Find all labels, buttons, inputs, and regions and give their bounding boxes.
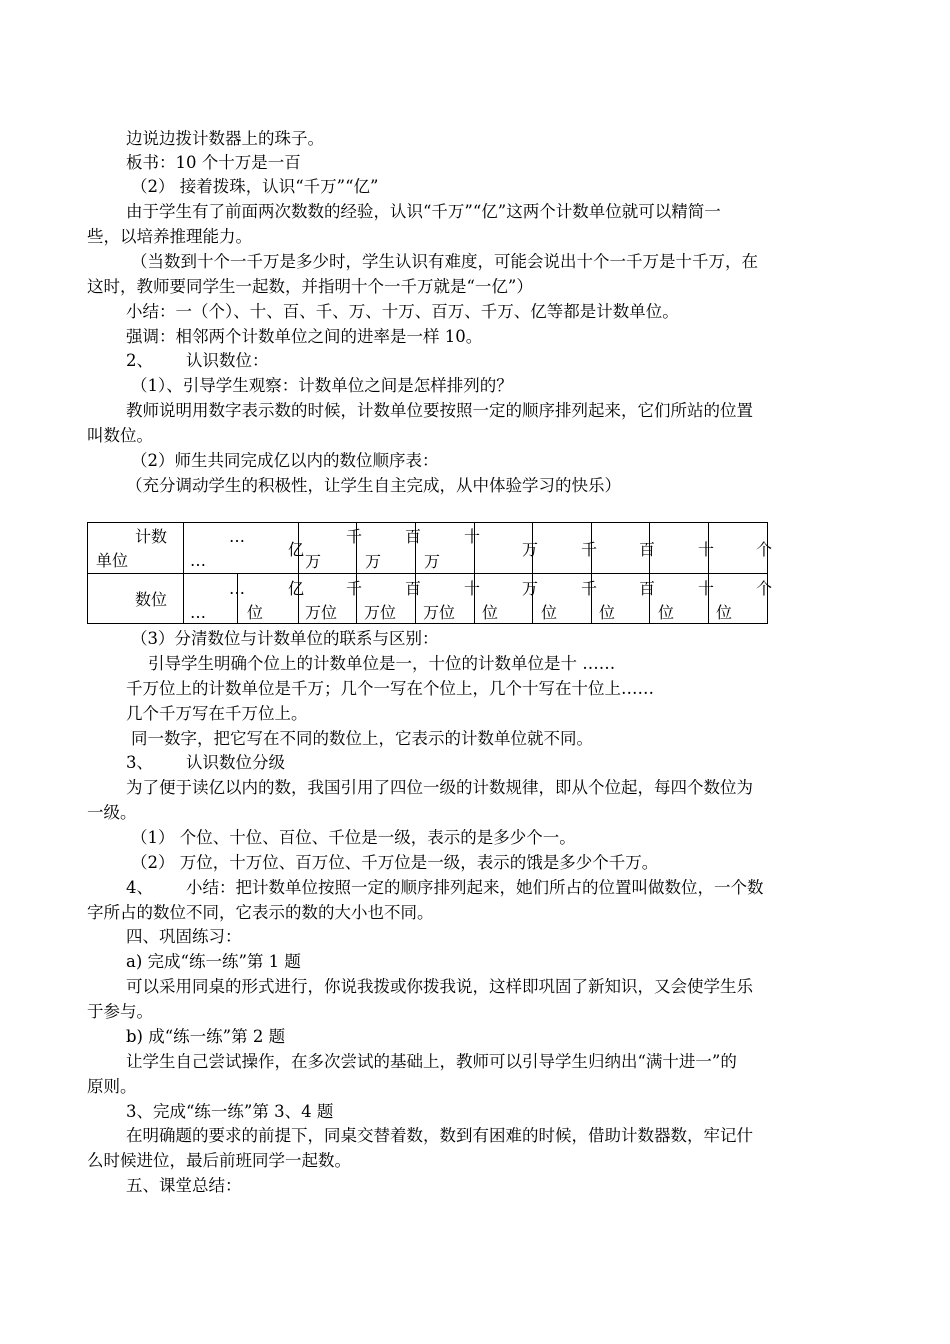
text-line: 为了便于读亿以内的数，我国引用了四位一级的计数规律，即从个位起，每四个数位为 [126, 778, 753, 797]
table-cell: … [229, 579, 245, 598]
table-cell: 万位 [423, 603, 456, 622]
table-cell: 千 [581, 579, 598, 598]
table-cell: 十 [464, 579, 481, 598]
text-line: （充分调动学生的积极性，让学生自主完成，从中体验学习的快乐） [126, 476, 621, 495]
section-number: 3、 [126, 753, 153, 772]
text-line: 板书：10 个十万是一百 [126, 153, 301, 172]
table-cell: 百 [639, 540, 656, 559]
text-line: （2）师生共同完成亿以内的数位顺序表： [131, 451, 439, 470]
text-line: （2） 万位，十万位、百万位、千万位是一级，表示的饿是多少个千万。 [131, 853, 659, 872]
text-line: 么时候进位，最后前班同学一起数。 [87, 1151, 351, 1170]
text-line: 一级。 [87, 803, 137, 822]
table-cell: 千 [346, 579, 363, 598]
text-line: b) 成“练一练”第 2 题 [126, 1027, 286, 1046]
table-cell: 位 [599, 603, 616, 622]
text-line: （1） 个位、十位、百位、千位是一级，表示的是多少个一。 [131, 828, 576, 847]
section-number: 4、 [126, 878, 153, 897]
text-line: 这时，教师要同学生一起数，并指明十个一千万就是“一亿”） [87, 277, 533, 296]
text-line: 小结：一（个）、十、百、千、万、十万、百万、千万、亿等都是计数单位。 [126, 302, 679, 321]
table-cell: 万 [522, 579, 539, 598]
table-cell: 个 [756, 540, 773, 559]
table-cell: 万 [365, 552, 382, 571]
place-value-table [87, 522, 773, 624]
table-cell: 万 [305, 552, 322, 571]
text-line: 教师说明用数字表示数的时候，计数单位要按照一定的顺序排列起来，它们所站的位置 [126, 401, 753, 420]
table-header-cell: 计数 [135, 527, 168, 546]
text-line: 原则。 [87, 1077, 137, 1096]
text-line: a) 完成“练一练”第 1 题 [126, 952, 301, 971]
table-cell: 位 [482, 603, 499, 622]
text-line: 引导学生明确个位上的计数单位是一，十位的计数单位是十 …… [148, 654, 616, 673]
table-cell: 万 [522, 540, 539, 559]
text-line: 几个千万写在千万位上。 [126, 704, 308, 723]
section-heading: 五、课堂总结： [126, 1176, 242, 1195]
text-line: （当数到十个一千万是多少时，学生认识有难度，可能会说出十个一千万是十千万，在 [131, 252, 758, 271]
table-cell: 千 [581, 540, 598, 559]
table-cell: 位 [658, 603, 675, 622]
table-cell: 百 [405, 579, 422, 598]
section-heading: 认识数位： [186, 351, 269, 370]
text-line: 在明确题的要求的前提下，同桌交替着数，数到有困难的时候，借助计数器数，牢记什 [126, 1126, 753, 1145]
text-line: 可以采用同桌的形式进行，你说我拨或你拨我说，这样即巩固了新知识，又会使学生乐 [126, 977, 753, 996]
table-cell: … [190, 603, 206, 622]
text-line: 些，以培养推理能力。 [87, 227, 252, 246]
table-cell: … [229, 527, 245, 546]
text-line: 千万位上的计数单位是千万；几个一写在个位上，几个十写在十位上…… [126, 679, 654, 698]
table-header-cell: 单位 [96, 551, 129, 570]
table-cell: 万位 [364, 603, 397, 622]
text-line: 叫数位。 [87, 426, 153, 445]
text-line: 同一数字，把它写在不同的数位上，它表示的计数单位就不同。 [131, 729, 593, 748]
text-line: 强调：相邻两个计数单位之间的进率是一样 10。 [126, 327, 483, 346]
table-cell: 万 [424, 552, 441, 571]
table-cell: 位 [716, 603, 733, 622]
table-cell: … [190, 551, 206, 570]
table-cell: 百 [639, 579, 656, 598]
section-heading: 认识数位分级 [186, 753, 285, 772]
table-cell: 千 [346, 527, 363, 546]
table-cell: 万位 [305, 603, 338, 622]
table-cell: 亿 [288, 540, 305, 559]
text-line: 边说边拨计数器上的珠子。 [126, 129, 324, 148]
table-cell: 十 [464, 527, 481, 546]
table-cell: 位 [541, 603, 558, 622]
table-cell: 亿 [288, 579, 305, 598]
text-line: （1）、引导学生观察：计数单位之间是怎样排列的？ [131, 376, 513, 395]
text-line: 3、完成“练一练”第 3、4 题 [126, 1102, 334, 1121]
text-line: 由于学生有了前面两次数数的经验，认识“千万”“亿”这两个计数单位就可以精简一 [126, 202, 721, 221]
text-line: 让学生自己尝试操作，在多次尝试的基础上，教师可以引导学生归纳出“满十进一”的 [126, 1052, 737, 1071]
table-cell: 位 [247, 603, 264, 622]
text-line: （2） 接着拨珠，认识“千万”“亿” [131, 177, 379, 196]
section-heading: 四、巩固练习： [126, 927, 242, 946]
table-header-cell: 数位 [135, 590, 168, 609]
text-line: 字所占的数位不同，它表示的数的大小也不同。 [87, 903, 434, 922]
text-line: （3）分清数位与计数单位的联系与区别： [131, 629, 439, 648]
section-number: 2、 [126, 351, 153, 370]
table-cell: 百 [405, 527, 422, 546]
table-cell: 十 [698, 540, 715, 559]
table-cell: 十 [698, 579, 715, 598]
text-line: 于参与。 [87, 1002, 153, 1021]
table-cell: 个 [756, 579, 773, 598]
text-line: 小结：把计数单位按照一定的顺序排列起来，她们所占的位置叫做数位，一个数 [186, 878, 764, 897]
